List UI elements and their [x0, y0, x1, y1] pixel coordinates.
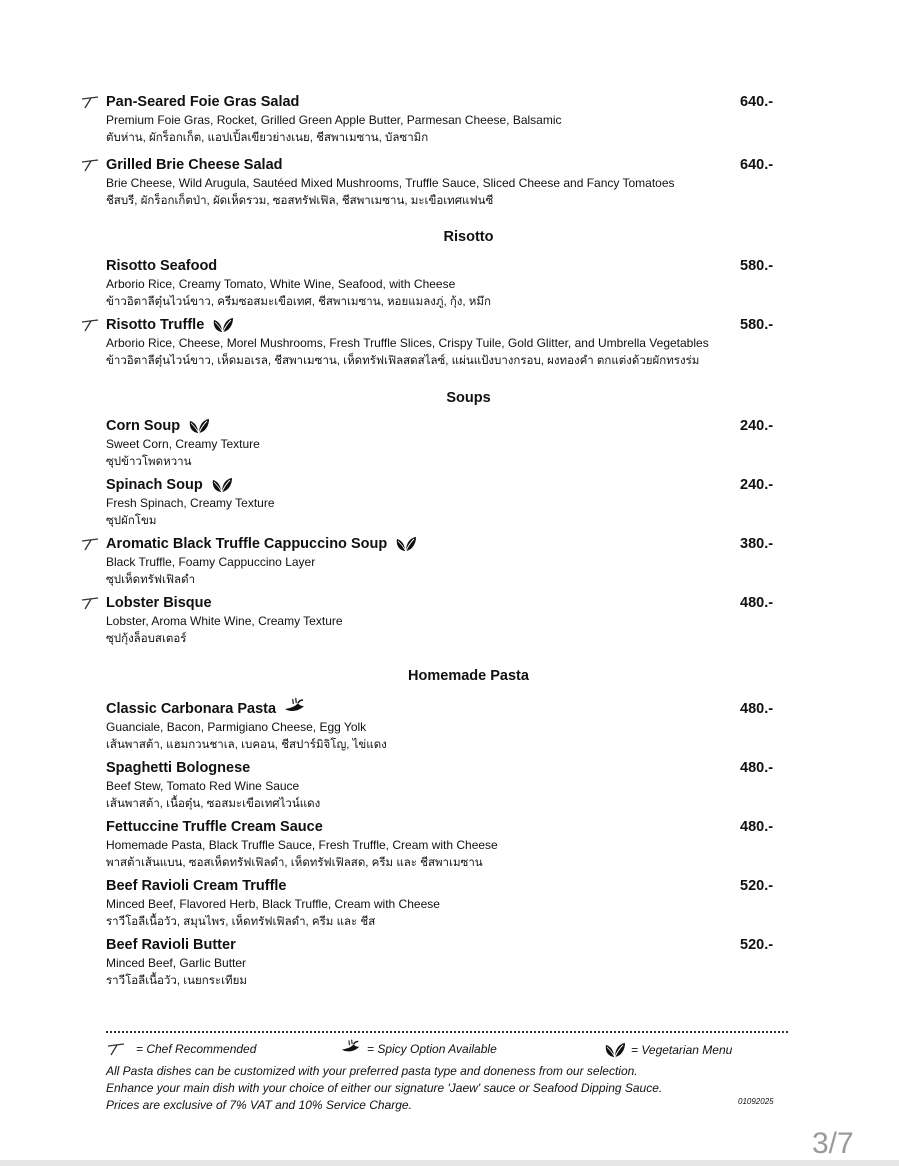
dish-price: 480.-	[740, 760, 774, 776]
dish-description: Minced Beef, Garlic Butter	[106, 956, 247, 971]
dish-name: Grilled Brie Cheese Salad	[106, 157, 283, 173]
dish-price: 580.-	[740, 258, 774, 274]
dish-description: Homemade Pasta, Black Truffle Sauce, Fresh Truffle, Cream with Cheese	[106, 838, 498, 853]
dish-price: 640.-	[740, 157, 774, 173]
menu-item	[106, 759, 776, 813]
menu-item	[106, 594, 776, 648]
chef-recommended-icon	[80, 158, 100, 172]
dish-description-thai: ซุปเห็ดทรัฟเฟิลดำ	[106, 574, 196, 587]
dish-name: Spaghetti Bolognese	[106, 760, 251, 776]
dish-name: Aromatic Black Truffle Cappuccino Soup	[106, 536, 388, 552]
dish-description-thai: เส้นพาสต้า, แฮมกวนชาเล, เบคอน, ชีสปาร์มิจิโญ, ไข่แดง	[106, 739, 387, 752]
page-number: 3/7	[812, 1127, 854, 1160]
dotted-divider	[106, 1031, 788, 1033]
dish-name: Pan-Seared Foie Gras Salad	[106, 94, 300, 110]
dish-price: 520.-	[740, 878, 774, 894]
dish-description: Brie Cheese, Wild Arugula, Sautéed Mixed Mushrooms, Truffle Sauce, Sliced Cheese and Fancy Tomatoes	[106, 176, 675, 191]
vegetarian-leaf-icon	[395, 536, 417, 552]
menu-item	[106, 156, 776, 210]
dish-description: Sweet Corn, Creamy Texture	[106, 437, 260, 452]
legend-chef-label: = Chef Recommended	[136, 1042, 257, 1056]
dish-description-thai: ข้าวอิตาลีตุ๋นไวน์ขาว, ครีมซอสมะเขือเทศ, ชีสพาเมซาน, หอยแมลงภู่, กุ้ง, หมึก	[106, 296, 491, 309]
section-title-risotto: Risotto	[443, 229, 494, 245]
note-line: All Pasta dishes can be customized with your preferred pasta type and doneness from our selection.	[106, 1064, 638, 1078]
dish-name: Beef Ravioli Cream Truffle	[106, 878, 287, 894]
spicy-chili-icon	[341, 1038, 361, 1054]
chef-recommended-icon	[80, 537, 100, 551]
dish-description: Lobster, Aroma White Wine, Creamy Texture	[106, 614, 343, 629]
vegetarian-leaf-icon	[211, 477, 233, 493]
menu-item	[106, 93, 776, 147]
menu-item	[106, 877, 776, 931]
dish-description: Arborio Rice, Cheese, Morel Mushrooms, Fresh Truffle Slices, Crispy Tuile, Gold Glitter, and Umbrella Vegetables	[106, 336, 709, 351]
dish-description-thai: พาสต้าเส้นแบน, ซอสเห็ดทรัฟเฟิลดำ, เห็ดทรัฟเฟิลสด, ครีม และ ชีสพาเมซาน	[106, 857, 483, 870]
legend-spicy-label: = Spicy Option Available	[367, 1042, 497, 1056]
dish-price: 480.-	[740, 595, 774, 611]
dish-name: Risotto Truffle	[106, 317, 205, 333]
menu-item	[106, 476, 776, 530]
chef-recommended-icon	[80, 318, 100, 332]
dish-description: Premium Foie Gras, Rocket, Grilled Green Apple Butter, Parmesan Cheese, Balsamic	[106, 113, 562, 128]
dish-price: 480.-	[740, 701, 774, 717]
dish-name: Corn Soup	[106, 418, 181, 434]
section-title-pasta: Homemade Pasta	[408, 668, 529, 684]
dish-price: 640.-	[740, 94, 774, 110]
dish-price: 240.-	[740, 418, 774, 434]
section-title-soups: Soups	[446, 390, 491, 406]
menu-item	[106, 316, 776, 370]
dish-description: Beef Stew, Tomato Red Wine Sauce	[106, 779, 300, 794]
legend-spicy	[341, 1042, 497, 1056]
note-line: Enhance your main dish with your choice of either our signature 'Jaew' sauce or Seafood Dipping Sauce.	[106, 1081, 663, 1095]
viewer-bottom-bar	[0, 1160, 899, 1166]
dish-price: 480.-	[740, 819, 774, 835]
menu-item	[106, 417, 776, 471]
dish-description: Guanciale, Bacon, Parmigiano Cheese, Egg Yolk	[106, 720, 367, 735]
vegetarian-leaf-icon	[604, 1042, 626, 1058]
document-code: 01092025	[738, 1097, 774, 1106]
dish-description: Black Truffle, Foamy Cappuccino Layer	[106, 555, 316, 570]
dish-price: 380.-	[740, 536, 774, 552]
dish-name: Spinach Soup	[106, 477, 203, 493]
menu-item	[106, 535, 776, 589]
legend-veg	[604, 1042, 732, 1058]
chef-recommended-icon	[80, 95, 100, 109]
menu-item	[106, 936, 776, 990]
chef-recommended-icon	[80, 596, 100, 610]
legend-chef	[106, 1042, 256, 1056]
dish-description-thai: ชีสบรี, ผักร็อกเก็ตป่า, ผัดเห็ดรวม, ซอสทรัฟเฟิล, ชีสพาเมซาน, มะเขือเทศแฟนซี	[106, 195, 494, 208]
dish-description-thai: ซุปกุ้งล็อบสเตอร์	[106, 633, 187, 646]
dish-price: 580.-	[740, 317, 774, 333]
spicy-chili-icon	[284, 697, 306, 713]
dish-description-thai: เส้นพาสต้า, เนื้อตุ๋น, ซอสมะเขือเทศไวน์แดง	[106, 798, 321, 811]
footer-notes	[106, 1063, 662, 1114]
dish-description-thai: ราวีโอลีเนื้อวัว, สมุนไพร, เห็ดทรัฟเฟิลดำ, ครีม และ ชีส	[106, 916, 376, 929]
vegetarian-leaf-icon	[212, 317, 234, 333]
dish-description-thai: ข้าวอิตาลีตุ๋นไวน์ขาว, เห็ดมอเรล, ชีสพาเมซาน, เห็ดทรัฟเฟิลสดสไลซ์, แผ่นแป้งบางกรอบ, ผงทองคำ ตกแต่งด้วยผักทรงร่ม	[106, 355, 700, 368]
menu-item	[106, 700, 776, 754]
dish-name: Classic Carbonara Pasta	[106, 701, 277, 717]
chef-recommended-icon	[106, 1042, 126, 1056]
menu-item	[106, 257, 776, 311]
vegetarian-leaf-icon	[188, 418, 210, 434]
legend-veg-label: = Vegetarian Menu	[631, 1043, 733, 1057]
dish-name: Beef Ravioli Butter	[106, 937, 236, 953]
dish-description: Fresh Spinach, Creamy Texture	[106, 496, 275, 511]
dish-description-thai: ซุปผักโขม	[106, 515, 157, 528]
dish-name: Lobster Bisque	[106, 595, 212, 611]
dish-description-thai: ราวีโอลีเนื้อวัว, เนยกระเทียม	[106, 975, 247, 988]
dish-description-thai: ซุปข้าวโพดหวาน	[106, 456, 192, 469]
dish-price: 520.-	[740, 937, 774, 953]
dish-name: Risotto Seafood	[106, 258, 218, 274]
dish-price: 240.-	[740, 477, 774, 493]
dish-description: Minced Beef, Flavored Herb, Black Truffle, Cream with Cheese	[106, 897, 440, 912]
dish-name: Fettuccine Truffle Cream Sauce	[106, 819, 323, 835]
dish-description-thai: ตับห่าน, ผักร็อกเก็ต, แอปเปิ้ลเขียวย่างเนย, ชีสพาเมซาน, บัลซามิก	[106, 132, 429, 145]
note-line: Prices are exclusive of 7% VAT and 10% Service Charge.	[106, 1098, 412, 1112]
dish-description: Arborio Rice, Creamy Tomato, White Wine, Seafood, with Cheese	[106, 277, 456, 292]
menu-item	[106, 818, 776, 872]
